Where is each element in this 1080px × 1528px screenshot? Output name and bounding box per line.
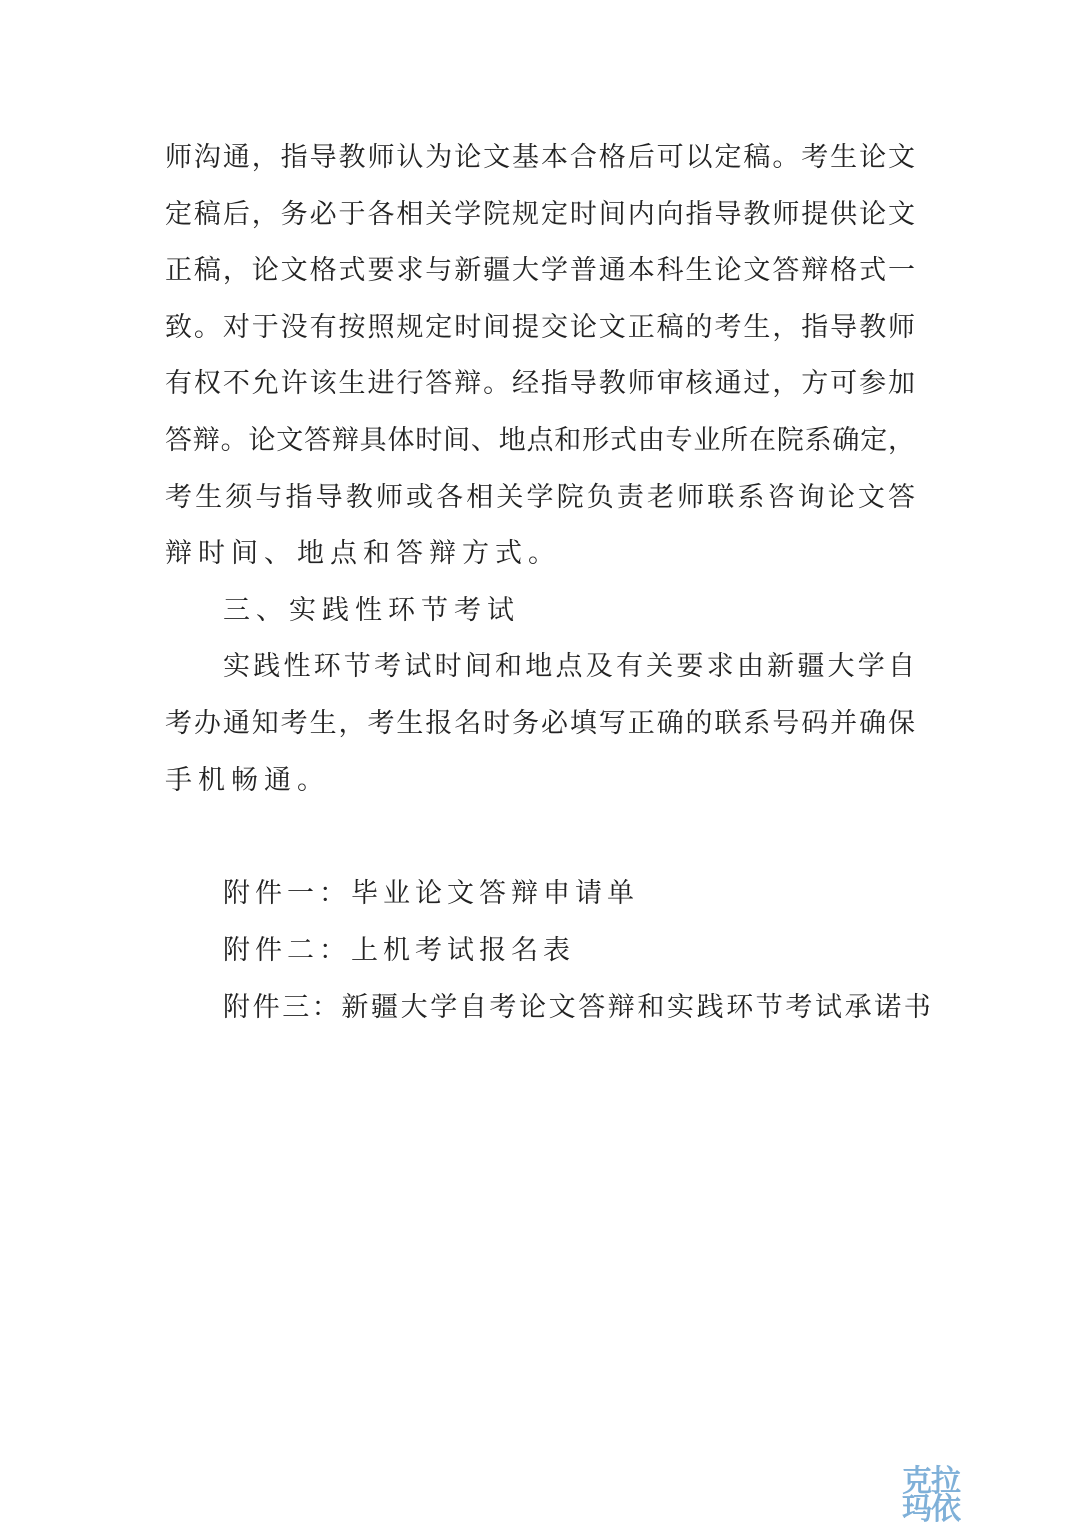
paragraph-line: 定稿后，务必于各相关学院规定时间内向指导教师提供论文 (165, 198, 915, 230)
section-heading: 三、实践性环节考试 (223, 594, 520, 626)
paragraph-line: 师沟通，指导教师认为论文基本合格后可以定稿。考生论文 (165, 142, 915, 173)
watermark-text: 玛依 (902, 1492, 960, 1527)
watermark-text: 克拉 (902, 1464, 960, 1499)
paragraph-line: 手机畅通。 (165, 764, 330, 796)
attachment-item: 附件一：毕业论文答辩申请单 (223, 878, 639, 910)
paragraph-line: 实践性环节考试时间和地点及有关要求由新疆大学自 (223, 651, 915, 683)
watermark-logo (902, 1464, 972, 1527)
paragraph-line: 致。对于没有按照规定时间提交论文正稿的考生，指导教师 (165, 311, 915, 343)
paragraph-line: 答辩。论文答辩具体时间、地点和形式由专业所在院系确定， (165, 424, 915, 456)
document-body (165, 130, 934, 1036)
paragraph-line: 有权不允许该生进行答辩。经指导教师审核通过，方可参加 (165, 368, 915, 400)
paragraph-line: 正稿，论文格式要求与新疆大学普通本科生论文答辩格式一 (165, 255, 915, 287)
paragraph-line: 考办通知考生，考生报名时务必填写正确的联系号码并确保 (165, 707, 915, 739)
paragraph-line: 辩时间、地点和答辩方式。 (165, 538, 561, 570)
attachment-item: 附件二：上机考试报名表 (223, 935, 575, 967)
paragraph-line: 考生须与指导教师或各相关学院负责老师联系咨询论文答 (165, 481, 915, 513)
spacer (165, 809, 915, 865)
attachment-item: 附件三：新疆大学自考论文答辩和实践环节考试承诺书 (223, 992, 934, 1024)
